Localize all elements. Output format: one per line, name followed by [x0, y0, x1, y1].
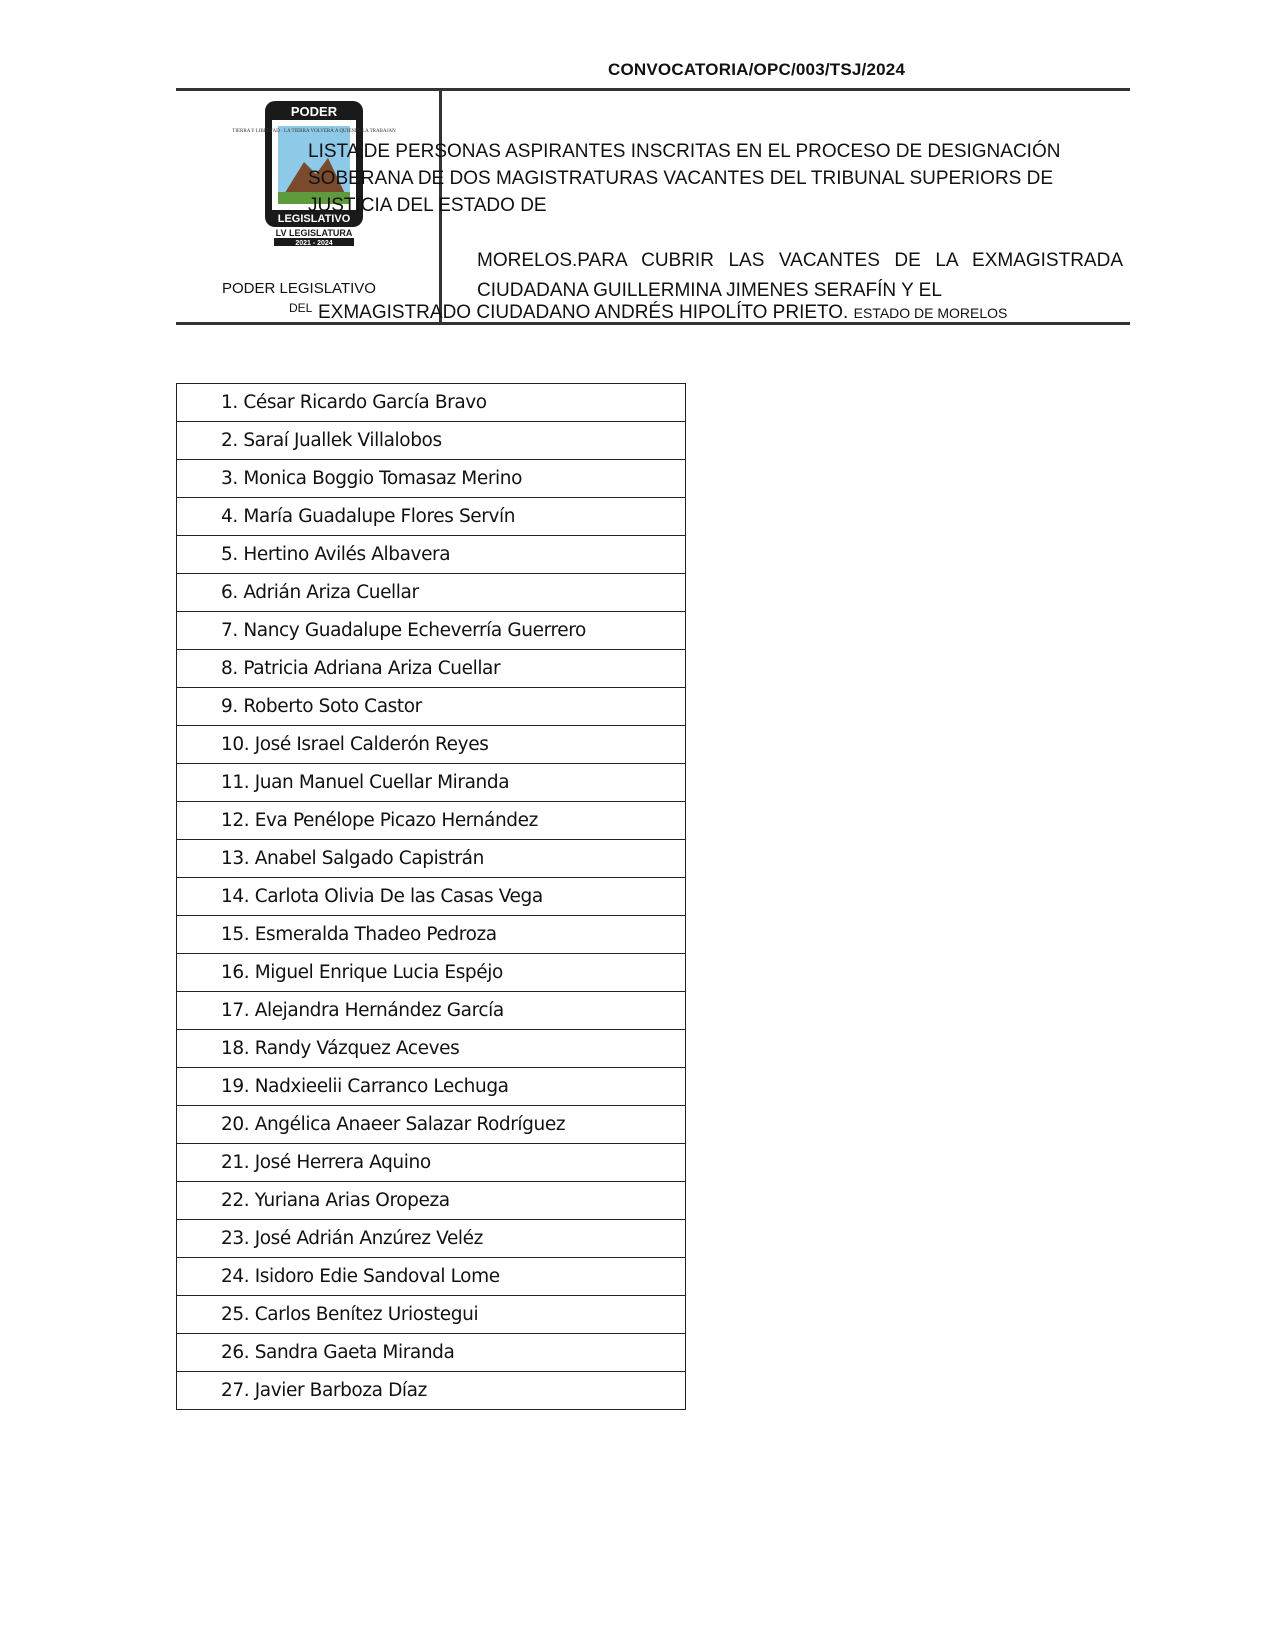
logo-legislature: LV LEGISLATURA [275, 228, 353, 238]
table-row [177, 1296, 686, 1334]
table-row [177, 1068, 686, 1106]
table-row [177, 536, 686, 574]
table-row [177, 726, 686, 764]
applicant-name: 2. Saraí Juallek Villalobos [177, 422, 686, 460]
table-row [177, 498, 686, 536]
table-row [177, 1106, 686, 1144]
table-row [177, 422, 686, 460]
title-end-text: EXMAGISTRADO CIUDADANO ANDRÉS HIPOLÍTO PRIETO. [318, 302, 849, 323]
title-end-small: ESTADO DE MORELOS [853, 305, 1008, 321]
table-row [177, 1220, 686, 1258]
applicant-name: 17. Alejandra Hernández García [177, 992, 686, 1030]
table-row [177, 992, 686, 1030]
table-row [177, 1144, 686, 1182]
left-caption: PODER LEGISLATIVO [222, 280, 376, 297]
title-line-1: LISTA DE PERSONAS ASPIRANTES INSCRITAS EN EL PROCESO DE DESIGNACIÓN [308, 141, 1061, 162]
applicant-name: 9. Roberto Soto Castor [177, 688, 686, 726]
table-row [177, 1334, 686, 1372]
table-row [177, 612, 686, 650]
applicant-name: 1. César Ricardo García Bravo [177, 384, 686, 422]
logo-band-text: LEGISLATIVO [277, 213, 351, 225]
logo-seal-text: TIERRA Y LIBERTAD · LA TIERRA VOLVERÁ A QUIENES LA TRABAJAN [232, 129, 396, 134]
applicant-name: 22. Yuriana Arias Oropeza [177, 1182, 686, 1220]
table-row [177, 1030, 686, 1068]
applicant-name: 14. Carlota Olivia De las Casas Vega [177, 878, 686, 916]
applicant-name: 20. Angélica Anaeer Salazar Rodríguez [177, 1106, 686, 1144]
table-row [177, 802, 686, 840]
applicant-name: 3. Monica Boggio Tomasaz Merino [177, 460, 686, 498]
applicant-name: 5. Hertino Avilés Albavera [177, 536, 686, 574]
table-row [177, 878, 686, 916]
table-row [177, 1258, 686, 1296]
title-continuation: MORELOS.PARA CUBRIR LAS VACANTES DE LA EXMAGISTRADA CIUDADANA GUILLERMINA JIMENES SERAFÍN Y EL [477, 250, 1123, 301]
applicant-name: 26. Sandra Gaeta Miranda [177, 1334, 686, 1372]
table-row [177, 764, 686, 802]
applicant-name: 19. Nadxieelii Carranco Lechuga [177, 1068, 686, 1106]
table-row [177, 1182, 686, 1220]
table-row [177, 650, 686, 688]
applicant-name: 27. Javier Barboza Díaz [177, 1372, 686, 1410]
applicant-name: 16. Miguel Enrique Lucia Espéjo [177, 954, 686, 992]
logo-years: 2021 - 2024 [295, 240, 333, 247]
document-code: CONVOCATORIA/OPC/003/TSJ/2024 [608, 60, 906, 79]
applicant-name: 23. José Adrián Anzúrez Veléz [177, 1220, 686, 1258]
applicant-name: 10. José Israel Calderón Reyes [177, 726, 686, 764]
table-row [177, 460, 686, 498]
table-row [177, 688, 686, 726]
table-row [177, 840, 686, 878]
applicant-name: 7. Nancy Guadalupe Echeverría Guerrero [177, 612, 686, 650]
table-row [177, 916, 686, 954]
title-line-3: JUSTICIA DEL ESTADO DE [308, 195, 547, 216]
table-row [177, 384, 686, 422]
applicant-name: 11. Juan Manuel Cuellar Miranda [177, 764, 686, 802]
table-row [177, 1372, 686, 1410]
table-row [177, 574, 686, 612]
applicant-name: 4. María Guadalupe Flores Servín [177, 498, 686, 536]
table-row [177, 954, 686, 992]
title-end [318, 301, 1007, 325]
applicant-name: 8. Patricia Adriana Ariza Cuellar [177, 650, 686, 688]
applicant-name: 12. Eva Penélope Picazo Hernández [177, 802, 686, 840]
applicant-name: 25. Carlos Benítez Uriostegui [177, 1296, 686, 1334]
applicant-name: 21. José Herrera Aquino [177, 1144, 686, 1182]
header-top-rule [176, 88, 1130, 91]
applicant-name: 24. Isidoro Edie Sandoval Lome [177, 1258, 686, 1296]
applicant-name: 15. Esmeralda Thadeo Pedroza [177, 916, 686, 954]
applicant-name: 18. Randy Vázquez Aceves [177, 1030, 686, 1068]
logo-top-text: PODER [290, 104, 338, 119]
left-caption-2: DEL [289, 301, 313, 315]
title-line-2: SOBERANA DE DOS MAGISTRATURAS VACANTES DEL TRIBUNAL SUPERIORS DE [308, 168, 1054, 189]
applicant-name: 13. Anabel Salgado Capistrán [177, 840, 686, 878]
document-title [308, 138, 1123, 219]
applicants-table [176, 383, 686, 1410]
applicant-name: 6. Adrián Ariza Cuellar [177, 574, 686, 612]
